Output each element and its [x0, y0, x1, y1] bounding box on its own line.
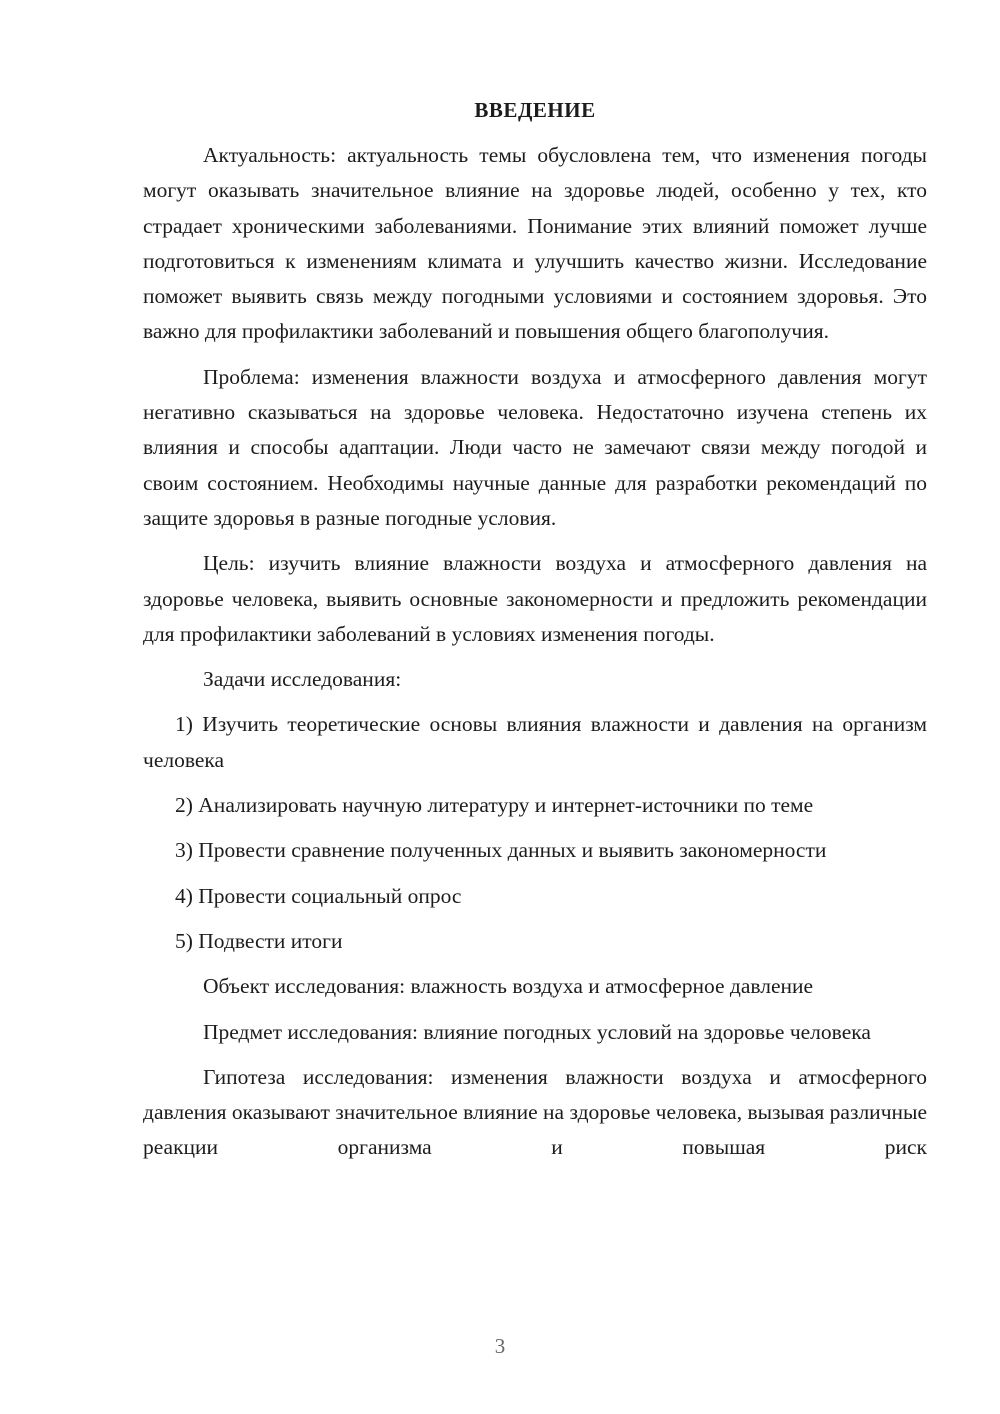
hypothesis-paragraph: Гипотеза исследования: изменения влажности воздуха и атмосферного давления оказывают значительное влияние на здоровье человека, вызывая различные реакции организма и повышая риск	[143, 1064, 927, 1160]
object-paragraph: Объект исследования: влажность воздуха и атмосферное давление	[203, 974, 814, 999]
document-body	[143, 94, 927, 1176]
tasks-heading: Задачи исследования:	[203, 667, 402, 692]
task-item-5: 5) Подвести итоги	[175, 928, 343, 953]
task-item-2: 2) Анализировать научную литературу и интернет-источники по теме	[175, 793, 814, 818]
relevance-paragraph: Актуальность: актуальность темы обусловлена тем, что изменения погоды могут оказывать значительное влияние на здоровье людей, особенно у тех, кто страдает хроническими заболеваниями. Понимание этих влияний поможет лучше подготовиться к изменениям климата и улучшить качество жизни. Исследование поможет выявить связь между погодными условиями и состоянием здоровья. Это важно для профилактики заболеваний и повышения общего благополучия.	[143, 143, 927, 344]
goal-paragraph: Цель: изучить влияние влажности воздуха и атмосферного давления на здоровье человека, выявить основные закономерности и предложить рекомендации для профилактики заболеваний в условиях изменения погоды.	[143, 551, 927, 646]
page-number: 3	[494, 1334, 506, 1358]
task-item-1: 1) Изучить теоретические основы влияния влажности и давления на организм человека	[143, 712, 927, 772]
task-item-3: 3) Провести сравнение полученных данных и выявить закономерности	[175, 838, 827, 863]
page-title: ВВЕДЕНИЕ	[474, 98, 596, 122]
subject-paragraph: Предмет исследования: влияние погодных условий на здоровье человека	[203, 1019, 871, 1044]
problem-paragraph: Проблема: изменения влажности воздуха и атмосферного давления могут негативно сказываться на здоровье человека. Недостаточно изучена степень их влияния и способы адаптации. Люди часто не замечают связи между погодой и своим состоянием. Необходимы научные данные для разработки рекомендаций по защите здоровья в разные погодные условия.	[143, 364, 927, 530]
task-item-4: 4) Провести социальный опрос	[175, 883, 462, 908]
